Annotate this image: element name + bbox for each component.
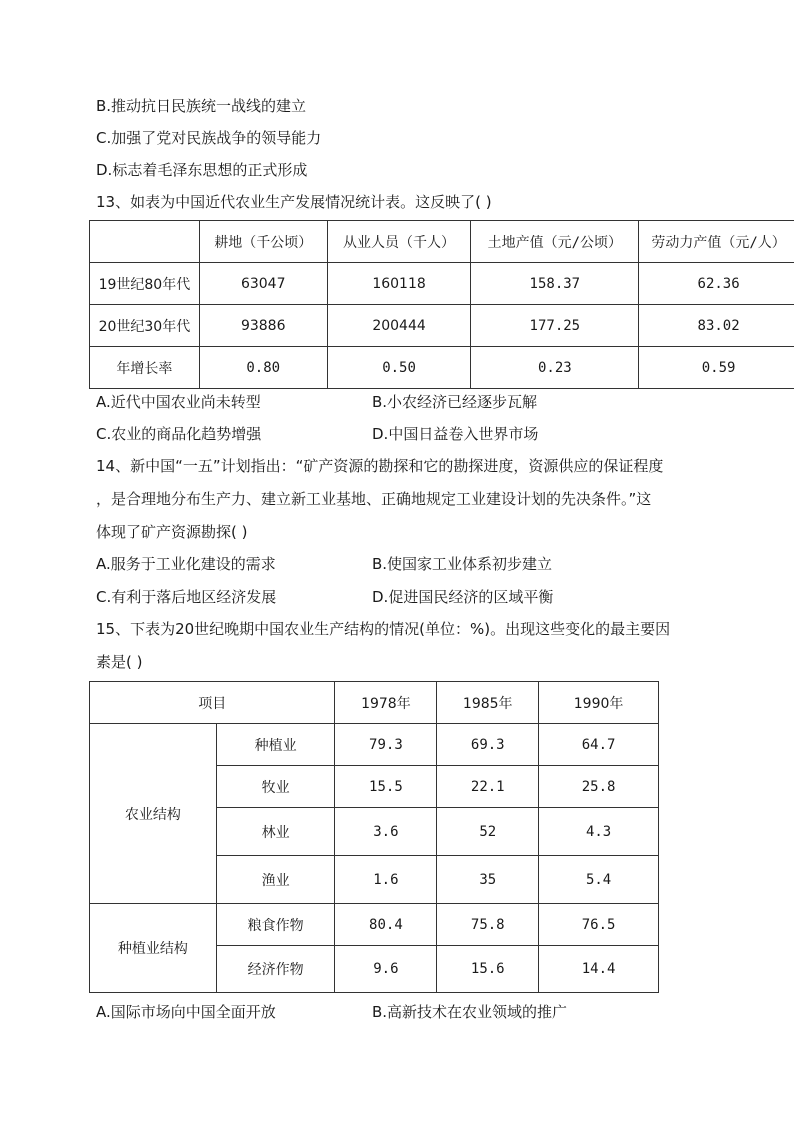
table-cell: 80.4 — [335, 904, 437, 946]
q14-option-a: A.服务于工业化建设的需求 — [96, 555, 276, 573]
table-header-cell: 从业人员（千人） — [327, 221, 471, 263]
table-cell: 0.59 — [639, 347, 794, 389]
table-cell: 200444 — [327, 305, 471, 347]
q12-option-c: C.加强了党对民族战争的领导能力 — [96, 129, 322, 147]
table-group-cell: 种植业结构 — [90, 904, 217, 993]
table-header-cell: 1985年 — [437, 682, 539, 724]
table-header-cell: 1990年 — [539, 682, 659, 724]
table-row — [90, 263, 794, 305]
table-cell: 经济作物 — [216, 946, 335, 993]
table-header-cell: 1978年 — [335, 682, 437, 724]
q13-option-a: A.近代中国农业尚未转型 — [96, 393, 261, 411]
table-cell: 25.8 — [539, 766, 659, 808]
table-cell: 年增长率 — [90, 347, 200, 389]
table-cell: 0.50 — [327, 347, 471, 389]
q15-table — [89, 681, 659, 993]
q14-option-c: C.有利于落后地区经济发展 — [96, 588, 277, 606]
table-cell: 渔业 — [216, 856, 335, 904]
table-cell: 76.5 — [539, 904, 659, 946]
table-cell: 75.8 — [437, 904, 539, 946]
table-cell: 64.7 — [539, 724, 659, 766]
q13-table — [89, 220, 794, 389]
table-header-cell: 耕地（千公顷） — [199, 221, 327, 263]
table-cell: 种植业 — [216, 724, 335, 766]
table-cell: 4.3 — [539, 808, 659, 856]
table-cell: 160118 — [327, 263, 471, 305]
table-cell: 62.36 — [639, 263, 794, 305]
table-header-cell: 项目 — [90, 682, 335, 724]
table-cell: 15.6 — [437, 946, 539, 993]
table-row — [90, 904, 659, 946]
q15-stem-line2: 素是( ) — [96, 653, 143, 671]
table-cell: 177.25 — [471, 305, 639, 347]
table-cell: 14.4 — [539, 946, 659, 993]
table-cell: 9.6 — [335, 946, 437, 993]
q14-option-b: B.使国家工业体系初步建立 — [372, 555, 553, 573]
table-cell: 15.5 — [335, 766, 437, 808]
table-cell: 79.3 — [335, 724, 437, 766]
q14-option-d: D.促进国民经济的区域平衡 — [372, 588, 554, 606]
q14-stem-line2: ，是合理地分布生产力、建立新工业基地、正确地规定工业建设计划的先决条件。”这 — [96, 490, 652, 508]
table-cell: 158.37 — [471, 263, 639, 305]
q15-option-a: A.国际市场向中国全面开放 — [96, 1003, 276, 1021]
q14-stem-line1: 14、新中国“一五”计划指出：“矿产资源的勘探和它的勘探进度，资源供应的保证程度 — [96, 457, 664, 475]
table-cell: 1.6 — [335, 856, 437, 904]
table-row — [90, 305, 794, 347]
q13-option-b: B.小农经济已经逐步瓦解 — [372, 393, 538, 411]
table-cell: 牧业 — [216, 766, 335, 808]
table-cell: 3.6 — [335, 808, 437, 856]
q15-option-b: B.高新技术在农业领域的推广 — [372, 1003, 568, 1021]
q12-option-d: D.标志着毛泽东思想的正式形成 — [96, 161, 308, 179]
table-cell: 0.80 — [199, 347, 327, 389]
table-header-row — [90, 682, 659, 724]
table-cell: 22.1 — [437, 766, 539, 808]
q15-stem-line1: 15、下表为20世纪晚期中国农业生产结构的情况(单位：%)。出现这些变化的最主要因 — [96, 620, 671, 638]
q13-option-d: D.中国日益卷入世界市场 — [372, 425, 539, 443]
table-cell: 83.02 — [639, 305, 794, 347]
table-cell: 52 — [437, 808, 539, 856]
table-cell: 5.4 — [539, 856, 659, 904]
table-cell: 0.23 — [471, 347, 639, 389]
table-row — [90, 347, 794, 389]
table-header-cell: 劳动力产值（元/人） — [639, 221, 794, 263]
table-cell: 35 — [437, 856, 539, 904]
table-cell: 粮食作物 — [216, 904, 335, 946]
table-group-cell: 农业结构 — [90, 724, 217, 904]
table-cell: 69.3 — [437, 724, 539, 766]
table-cell: 19世纪80年代 — [90, 263, 200, 305]
table-header-row — [90, 221, 794, 263]
q12-option-b: B.推动抗日民族统一战线的建立 — [96, 97, 307, 115]
table-cell: 20世纪30年代 — [90, 305, 200, 347]
table-header-cell: 土地产值（元/公顷） — [471, 221, 639, 263]
table-cell: 93886 — [199, 305, 327, 347]
table-cell: 林业 — [216, 808, 335, 856]
table-cell: 63047 — [199, 263, 327, 305]
table-cell — [90, 221, 200, 263]
q13-option-c: C.农业的商品化趋势增强 — [96, 425, 262, 443]
q13-stem: 13、如表为中国近代农业生产发展情况统计表。这反映了( ) — [96, 193, 492, 211]
table-row — [90, 724, 659, 766]
q14-stem-line3: 体现了矿产资源勘探( ) — [96, 523, 248, 541]
